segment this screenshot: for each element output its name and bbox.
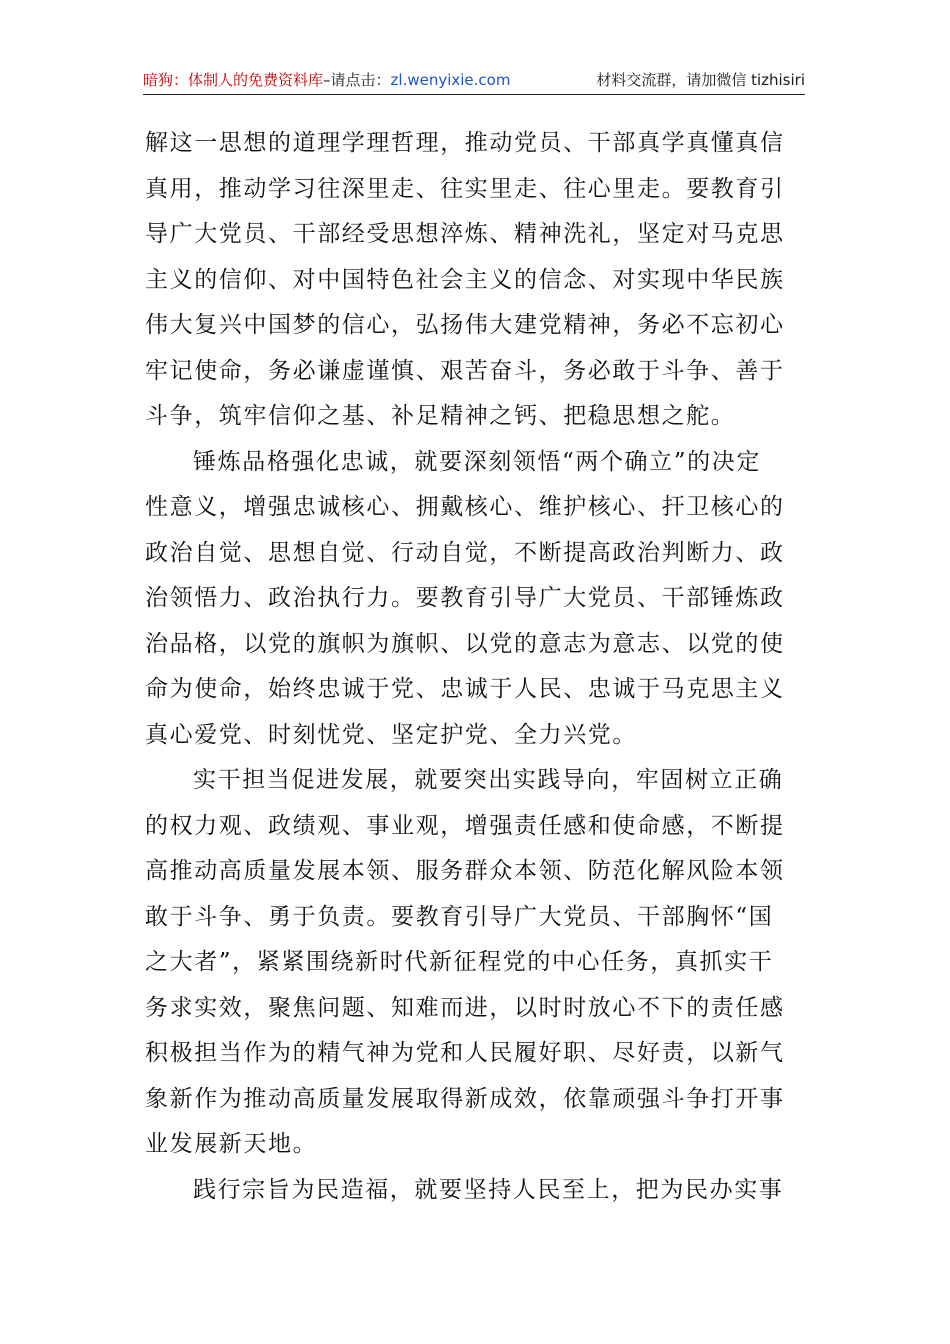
text-line: 命为使命，始终忠诚于党、忠诚于人民、忠诚于马克思主义 [145, 676, 785, 702]
document-body [145, 121, 807, 1213]
header-prompt: –请点击： [323, 71, 391, 89]
text-line: 象新作为推动高质量发展取得新成效，依靠顽强斗争打开事 [145, 1085, 785, 1112]
text-line: 实干担当促进发展，就要突出实践导向，牢固树立正确 [193, 767, 784, 793]
header-brand: 暗狗：体制人的免费资料库 [143, 71, 324, 89]
text-line: 之大者”，紧紧围绕新时代新征程党的中心任务，真抓实干 [145, 949, 774, 975]
text-line: 业发展新天地。 [145, 1131, 318, 1157]
text-line: 的权力观、政绩观、事业观，增强责任感和使命感，不断提 [145, 812, 785, 839]
text-line: 治领悟力、政治执行力。要教育引导广大党员、干部锤炼政 [145, 585, 785, 611]
text-line: 斗争，筑牢信仰之基、补足精神之钙、把稳思想之舵。 [145, 403, 736, 429]
text-line: 真用，推动学习往深里走、往实里走、往心里走。要教育引 [145, 175, 785, 202]
header-link[interactable]: zl.wenyixie.com [390, 71, 511, 89]
header-contact: 材料交流群，请加微信 tizhisiri [596, 71, 805, 89]
text-line: 牢记使命，务必谦虚谨慎、艰苦奋斗，务必敢于斗争、善于 [145, 357, 785, 384]
text-line: 性意义，增强忠诚核心、拥戴核心、维护核心、扞卫核心的 [145, 494, 785, 520]
text-line: 积极担当作为的精气神为党和人民履好职、尽好责，以新气 [145, 1040, 785, 1066]
page-header [143, 66, 805, 95]
text-line: 锤炼品格强化忠诚，就要深刻领悟“两个确立”的决定 [193, 448, 761, 475]
text-line: 务求实效，聚焦问题、知难而进，以时时放心不下的责任感 [145, 994, 785, 1021]
text-line: 解这一思想的道理学理哲理，推动党员、干部真学真懂真信 [145, 130, 785, 156]
text-line: 导广大党员、干部经受思想淬炼、精神洗礼，坚定对马克思 [145, 221, 785, 247]
text-line: 伟大复兴中国梦的信心，弘扬伟大建党精神，务必不忘初心 [145, 312, 785, 338]
text-line: 真心爱党、时刻忧党、坚定护党、全力兴党。 [145, 721, 637, 748]
text-line: 践行宗旨为民造福，就要坚持人民至上，把为民办实事 [193, 1176, 784, 1203]
text-line: 敢于斗争、勇于负责。要教育引导广大党员、干部胸怀“国 [145, 903, 774, 930]
text-line: 治品格，以党的旗帜为旗帜、以党的意志为意志、以党的使 [145, 630, 785, 657]
text-line: 高推动高质量发展本领、服务群众本领、防范化解风险本领 [145, 858, 785, 884]
text-line: 主义的信仰、对中国特色社会主义的信念、对实现中华民族 [145, 266, 785, 293]
text-line: 政治自觉、思想自觉、行动自觉，不断提高政治判断力、政 [145, 539, 785, 566]
